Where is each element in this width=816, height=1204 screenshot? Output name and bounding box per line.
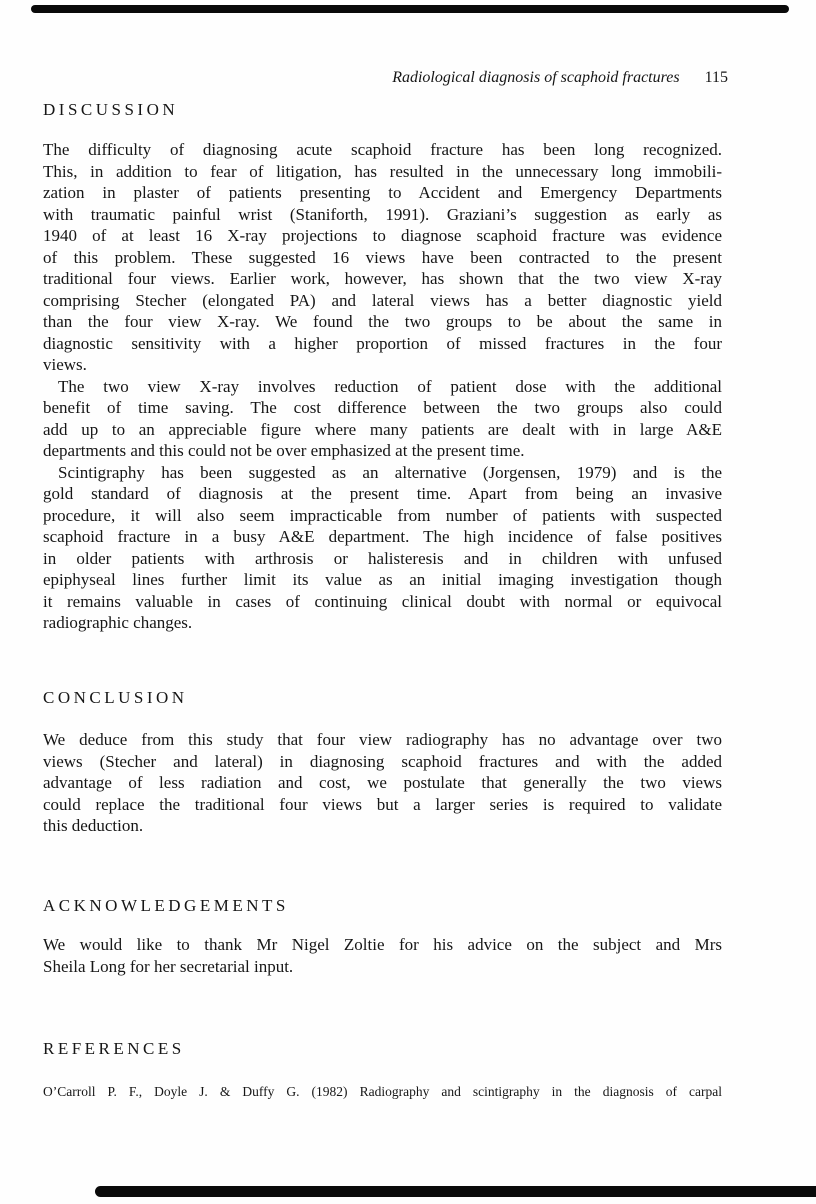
text-line: O’Carroll P. F., Doyle J. & Duffy G. (1982) Radiography and scintigraphy in the diagnosis of carpal [43, 1084, 722, 1099]
section-heading-conclusion: CONCLUSION [43, 688, 188, 707]
paragraph [43, 139, 722, 376]
text-line: zation in plaster of patients presenting to Accident and Emergency Departments [43, 183, 722, 202]
section-body-acknowledgements [43, 934, 722, 977]
text-line: than the four view X-ray. We found the two groups to be about the same in [43, 312, 722, 331]
text-line: The two view X-ray involves reduction of patient dose with the additional [58, 376, 722, 396]
text-line: with traumatic painful wrist (Staniforth, 1991). Graziani’s suggestion as early as [43, 204, 722, 224]
paragraph [43, 376, 722, 462]
paragraph [43, 462, 722, 634]
text-line: gold standard of diagnosis at the present time. Apart from being an invasive [43, 484, 722, 503]
text-line: of this problem. These suggested 16 views have been contracted to the present [43, 247, 722, 267]
running-head [392, 69, 728, 87]
text-line: This, in addition to fear of litigation, has resulted in the unnecessary long immobili- [43, 161, 722, 181]
text-line: could replace the traditional four views but a larger series is required to validate [43, 794, 722, 814]
text-line: diagnostic sensitivity with a higher proportion of missed fractures in the four [43, 333, 722, 353]
scan-artifact-top-bar [31, 5, 789, 13]
section-heading-references: REFERENCES [43, 1039, 185, 1058]
text-line: this deduction. [43, 816, 144, 835]
text-line: Sheila Long for her secretarial input. [43, 956, 294, 976]
paragraph [43, 1083, 722, 1100]
text-line: it remains valuable in cases of continuing clinical doubt with normal or equivocal [43, 591, 722, 611]
text-line: add up to an appreciable figure where many patients are dealt with in large A&E [43, 419, 722, 439]
text-line: The difficulty of diagnosing acute scaphoid fracture has been long recognized. [43, 140, 722, 159]
text-line: We would like to thank Mr Nigel Zoltie for his advice on the subject and Mrs [43, 935, 722, 954]
section-body-references [43, 1083, 722, 1100]
text-line: in older patients with arthrosis or halisteresis and in children with unfused [43, 548, 722, 568]
text-line: views. [43, 355, 87, 374]
section-heading-discussion: DISCUSSION [43, 100, 179, 119]
text-line: epiphyseal lines further limit its value as an initial imaging investigation though [43, 570, 722, 589]
text-line: departments and this could not be over emphasized at the present time. [43, 441, 525, 460]
text-line: benefit of time saving. The cost difference between the two groups also could [43, 398, 722, 417]
section-body-conclusion [43, 729, 722, 837]
page-number: 115 [704, 69, 728, 86]
text-line: comprising Stecher (elongated PA) and lateral views has a better diagnostic yield [43, 290, 722, 310]
text-line: We deduce from this study that four view radiography has no advantage over two [43, 730, 722, 749]
running-head-title: Radiological diagnosis of scaphoid fractures [392, 69, 680, 86]
paragraph [43, 934, 722, 977]
text-line: advantage of less radiation and cost, we postulate that generally the two views [43, 773, 722, 792]
text-line: radiographic changes. [43, 613, 193, 632]
text-line: traditional four views. Earlier work, however, has shown that the two view X-ray [43, 269, 722, 288]
text-line: views (Stecher and lateral) in diagnosing scaphoid fractures and with the added [43, 751, 722, 771]
text-line: scaphoid fracture in a busy A&E department. The high incidence of false positives [43, 527, 722, 546]
paragraph [43, 729, 722, 837]
text-line: 1940 of at least 16 X-ray projections to diagnose scaphoid fracture was evidence [43, 226, 722, 245]
scan-artifact-bottom-bar [95, 1186, 816, 1197]
text-line: procedure, it will also seem impracticable from number of patients with suspected [43, 505, 722, 525]
section-body-discussion [43, 139, 722, 634]
section-heading-acknowledgements: ACKNOWLEDGEMENTS [43, 896, 289, 915]
text-line: Scintigraphy has been suggested as an alternative (Jorgensen, 1979) and is the [58, 462, 722, 482]
